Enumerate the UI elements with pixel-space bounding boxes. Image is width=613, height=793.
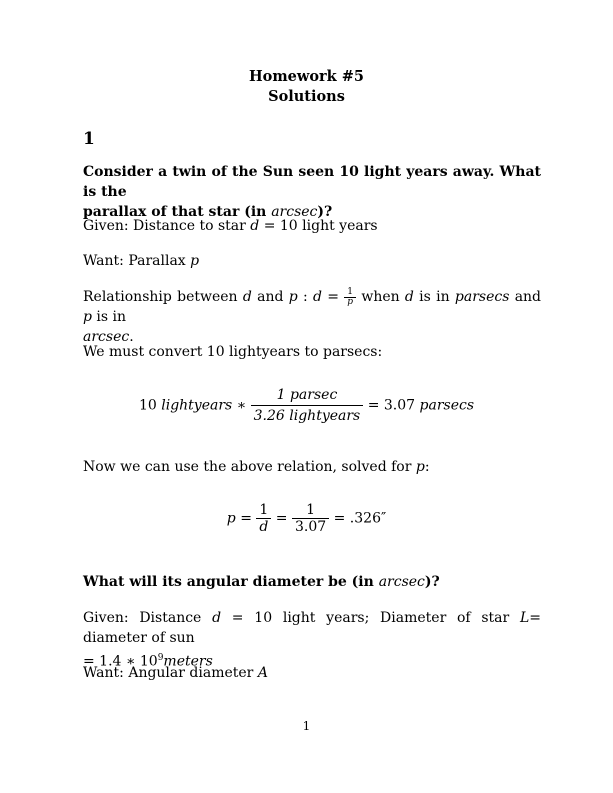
given2-text-1: Given: Distance bbox=[83, 610, 213, 626]
given2-text-4: = 1.4 ∗ 10 bbox=[83, 653, 158, 670]
want2-variable: A bbox=[257, 665, 268, 681]
section-number: 1 bbox=[83, 129, 95, 149]
want-line bbox=[83, 251, 541, 271]
rel-text-2: and bbox=[251, 289, 289, 305]
eq1-fraction bbox=[251, 387, 364, 424]
eq2-f1-num: 1 bbox=[256, 502, 271, 519]
eq2-equals-2: = bbox=[271, 510, 292, 527]
now-text: Now we can use the above relation, solved for bbox=[83, 459, 416, 475]
question-2 bbox=[83, 572, 541, 592]
rel-var-d: d bbox=[242, 289, 252, 305]
given2-unit: meters bbox=[163, 653, 213, 670]
document-title: Homework #5 bbox=[248, 68, 365, 85]
question-1-unit: arcsec bbox=[271, 204, 318, 220]
eq1-right: = 3.07 bbox=[363, 397, 420, 414]
rel-text-3: : bbox=[297, 289, 313, 305]
eq2-result: = .326″ bbox=[329, 510, 387, 527]
eq2-f1-den: d bbox=[259, 519, 269, 535]
eq2-f2-num: 1 bbox=[292, 502, 329, 519]
rel-frac-num: 1 bbox=[344, 288, 356, 298]
given2-exponent: 9 bbox=[157, 653, 164, 663]
rel-var-d3: d bbox=[404, 289, 414, 305]
given2-var-L: L bbox=[519, 610, 530, 626]
want-variable: p bbox=[190, 253, 200, 269]
now-end: : bbox=[424, 459, 430, 475]
eq1-multiply: ∗ bbox=[232, 397, 251, 414]
question-1-end: )? bbox=[317, 204, 333, 220]
question-2-unit: arcsec bbox=[378, 574, 425, 590]
eq2-p: p bbox=[226, 510, 236, 527]
question-1-line-a: Consider a twin of the Sun seen 10 light years away. What is the bbox=[83, 164, 541, 200]
given-label: Given: Distance to star bbox=[83, 218, 251, 234]
convert-line: We must convert 10 lightyears to parsecs: bbox=[83, 344, 383, 360]
eq1-frac-den: 3.26 lightyears bbox=[253, 408, 361, 424]
now-variable: p bbox=[415, 459, 425, 475]
rel-text-5: is in bbox=[413, 289, 455, 305]
want-label: Want: Parallax bbox=[83, 253, 191, 269]
rel-frac-den: p bbox=[347, 296, 354, 307]
now-line bbox=[83, 457, 541, 477]
relationship-paragraph bbox=[83, 287, 541, 347]
equation-parallax bbox=[0, 502, 613, 535]
want-line-2 bbox=[83, 663, 541, 683]
question-1 bbox=[83, 162, 541, 222]
rel-unit-arcsec: arcsec bbox=[83, 329, 130, 345]
equation-conversion bbox=[0, 387, 613, 424]
rel-var-p2: p bbox=[83, 309, 92, 325]
given-value: = 10 light years bbox=[259, 218, 378, 234]
question-2-end: )? bbox=[424, 574, 440, 590]
given2-text-2: = 10 light years; Diameter of star bbox=[221, 610, 520, 626]
rel-var-d2: d bbox=[313, 289, 322, 305]
eq1-left: 10 bbox=[138, 397, 162, 414]
rel-equals: = bbox=[321, 289, 345, 305]
given-line bbox=[83, 216, 541, 236]
eq2-fraction-2 bbox=[292, 502, 329, 535]
eq2-equals-1: = bbox=[235, 510, 257, 527]
rel-text-4: when bbox=[356, 289, 405, 305]
eq2-fraction-1 bbox=[256, 502, 271, 535]
rel-text-8: . bbox=[129, 329, 134, 345]
given2-text-3: = diameter of sun bbox=[83, 610, 541, 646]
rel-text-1: Relationship between bbox=[83, 289, 243, 305]
page-number: 1 bbox=[302, 719, 311, 733]
question-1-line-b: parallax of that star (in bbox=[83, 204, 272, 220]
eq2-f2-den: 3.07 bbox=[295, 519, 327, 535]
eq1-frac-num: 1 parsec bbox=[251, 387, 364, 406]
eq1-left-unit: lightyears bbox=[161, 397, 233, 414]
given-variable: d bbox=[250, 218, 260, 234]
rel-fraction bbox=[344, 288, 356, 307]
eq1-right-unit: parsecs bbox=[419, 397, 475, 414]
want2-label: Want: Angular diameter bbox=[83, 665, 258, 681]
question-2-text: What will its angular diameter be (in bbox=[83, 574, 379, 590]
document-subtitle: Solutions bbox=[268, 88, 345, 105]
rel-var-p: p bbox=[288, 289, 298, 305]
rel-text-6: and bbox=[509, 289, 542, 305]
rel-text-7: is in bbox=[91, 309, 127, 325]
rel-unit-parsecs: parsecs bbox=[454, 289, 510, 305]
given2-var-d: d bbox=[212, 610, 222, 626]
